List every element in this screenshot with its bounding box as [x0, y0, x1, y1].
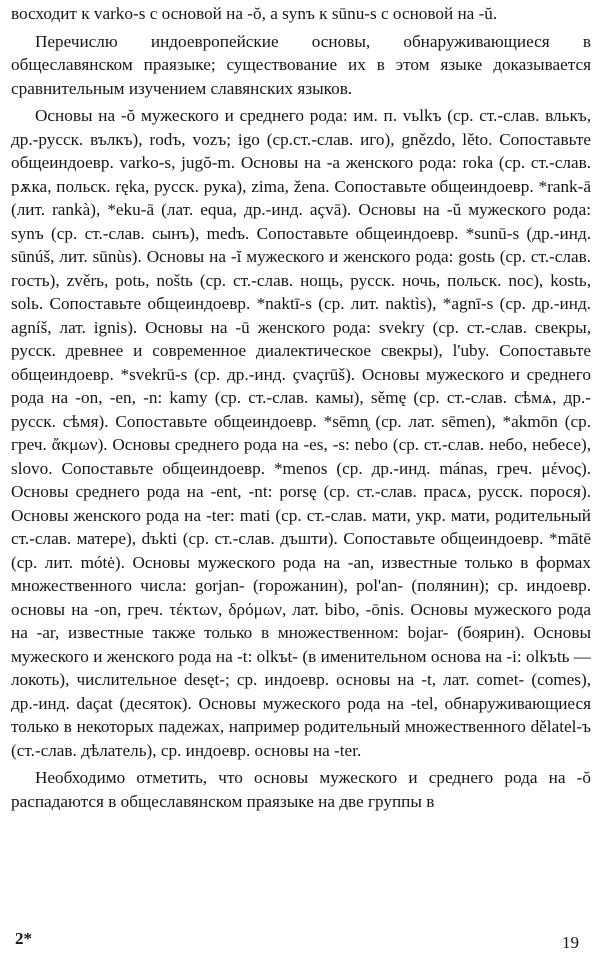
paragraph-continued: восходит к varko-s с основой на -ŏ, а synъ к sūnu-s с основой на -ŭ. [11, 4, 498, 23]
book-page [11, 2, 591, 957]
printer-signature-mark: 2* [15, 929, 32, 948]
page-number: 19 [562, 933, 579, 952]
paragraph-intro: Перечислю индоевропейские основы, обнаруживающиеся в общеславянском праязыке; существование их в этом языке доказывается сравнительным изучением славянских языков. [11, 31, 591, 98]
paragraph-final: Необходимо отметить, что основы мужеского и среднего рода на -ŏ распадаются в общеславянском праязыке на две группы в [11, 768, 591, 811]
paragraph-stems-list: Основы на -ŏ мужеского и среднего рода: им. п. vьlkъ (ср. ст.-слав. влькъ, др.-русск. вълкъ), rodъ, vozъ; igo (ср.ст.-слав. иго), gnězdo, lěto. Сопоставьте общеиндоевр. varko-s, jugŏ-m. Основы на -a женского рода: roka (ср. ст.-слав. рѫка, польск. ręka, русск. рука), zima, žena. Сопоставьте общеиндоевр. *rank-ā (лит. rankà), *eku-ā (лат. equa, др.-инд. açvā). Основы на -ŭ мужеского рода: synъ (ср. ст.-слав. сынъ), medъ. Сопоставьте общеиндоевр. *sunū-s (др.-инд. sūnúš, лит. sūnùs). Основы на -ĭ мужеского и женского рода: gostь (ср. ст.-слав. гость), zvěrь, potь, noštь (ср. ст.-слав. нощь, русск. ночь, польск. noc), kostь, solь. Сопоставьте общеиндоевр. *naktī-s (ср. лит. naktìs), *agnī-s (ср. др.-инд. agníš, лат. ignis). Основы на -ū женского рода: svekry (ср. ст.-слав. свекры, русск. древнее и современное диалектическое свекры), l'uby. Сопоставьте общеиндоевр. *svekrū-s (ср. др.-инд. çvaçrūš). Основы мужеского и среднего рода на -on, -en, -n: kamy (ср. ст.-слав. камы), sěmę (ср. ст.-слав. сѣмѧ, др.-русск. сѣмя). Сопоставьте общеиндоевр. *sēmn̥ (ср. лат. sēmen), *akmōn (ср. греч. ἄκμων). Основы среднего рода на -es, -s: nebo (ср. ст.-слав. небо, небесе), slovo. Сопоставьте общеиндоевр. *menos (ср. др.-инд. mánas, греч. μένος). Основы среднего рода на -ent, -nt: porsę (ср. ст.-слав. прасѧ, русск. порося). Основы женского рода на -ter: mati (ср. ст.-слав. мати, укр. мати, родительный ст.-слав. матере), dъkti (ср. ст.-слав. дъшти). Сопоставьте общеиндоевр. *mātē (ср. лит. mótė). Основы мужеского рода на -an, известные только в формах множественного числа: gorjan- (горожанин), pol'an- (полянин); ср. индоевр. основы на -on, греч. τέκτων, δρόμων, лат. bibo, -ōnis. Основы мужеского рода на -ar, известные также только в множественном: bojar- (боярин). Основы мужеского и женского рода на -t: olkъt- (в именительном основа на -i: olkъtь — локоть), числительное desęt-; ср. индоевр. основы на -t, лат. comet- (comes), др.-инд. daçat (десяток). Основы мужеского рода на -tel, обнаруживающиеся только в некоторых падежах, например родительный множественного dělatel-ъ (ст.-слав. дѣлатель), ср. индоевр. основы на -ter. [11, 106, 591, 760]
page-footer [15, 927, 579, 951]
